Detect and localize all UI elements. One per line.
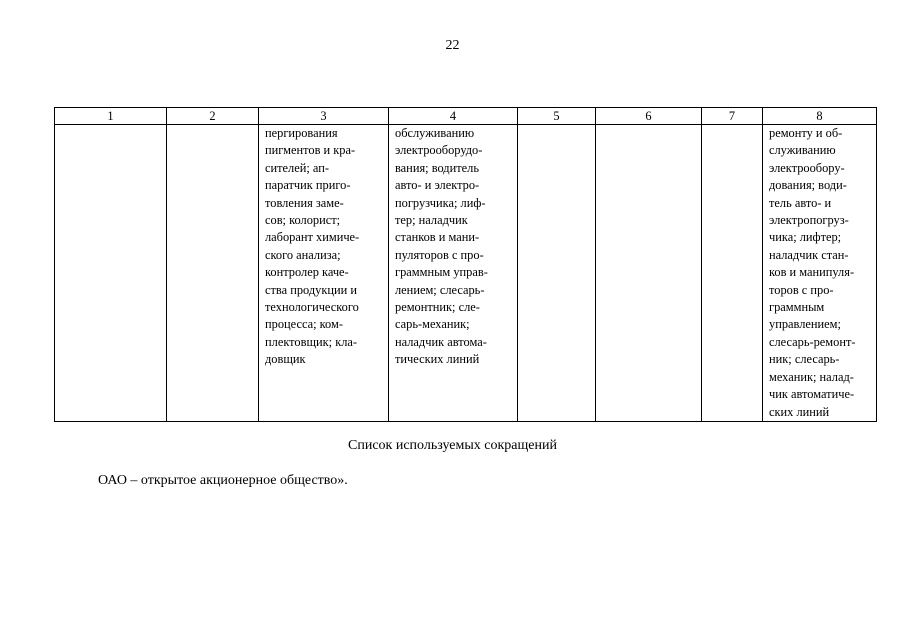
table-cell [596,125,702,422]
cell-text-line: ремонту и об- [769,126,843,140]
cell-text-line: электрообору- [769,160,845,175]
cell-text-line: пуляторов с про- [395,247,484,262]
cell-text-line: сов; колорист; [265,213,341,228]
cell-text-line: ремонтник; сле- [395,300,480,315]
cell-text-line: служиванию [769,143,836,158]
abbreviations-heading: Список используемых сокращений [348,438,557,453]
cell-text-line: слесарь-ремонт- [769,334,856,349]
cell-text-line: электрооборудо- [395,143,483,158]
cell-text-line: пергирования [265,126,338,140]
cell-text-line: пигментов и кра- [265,143,356,158]
cell-text-line: чик автоматиче- [769,387,855,402]
cell-text-line: сарь-механик; [395,317,470,332]
cell-text-line: дования; води- [769,178,847,193]
column-header: 3 [259,108,389,125]
cell-text-line: чика; лифтер; [769,230,842,245]
page-number: 22 [445,38,460,53]
cell-text-line: тических линий [395,352,480,367]
table-cell [259,125,389,422]
cell-text-line: авто- и электро- [395,178,480,193]
table-cell [389,125,518,422]
cell-text-line: граммным [769,300,825,315]
cell-text-line: обслуживанию [395,126,475,140]
cell-text-line: вания; водитель [395,160,479,175]
cell-text-line: ков и манипуля- [769,265,855,280]
table-cell [702,125,763,422]
cell-text-line: наладчик стан- [769,247,849,262]
column-header: 1 [55,108,167,125]
column-header: 2 [167,108,259,125]
cell-text-line: тель авто- и [769,195,832,210]
cell-text-line: технологического [265,300,359,315]
cell-text-line: управлением; [769,317,841,332]
cell-text-line: сителей; ап- [265,160,329,175]
cell-text-line: ского анализа; [265,247,341,262]
cell-text-line: лением; слесарь- [395,282,485,297]
table-cell [763,125,877,422]
cell-text-line: контролер каче- [265,265,349,280]
cell-text-line: ских линий [769,404,830,419]
cell-text-line: паратчик приго- [265,178,351,193]
cell-text-line: погрузчика; лиф- [395,195,486,210]
cell-text-line: электропогруз- [769,213,849,228]
cell-text-line: торов с про- [769,282,834,297]
column-header: 7 [702,108,763,125]
cell-text-line: ник; слесарь- [769,352,840,367]
cell-text-line: станков и мани- [395,230,480,245]
cell-text-line: процесса; ком- [265,317,343,332]
occupations-table [54,107,877,422]
cell-text-line: тер; наладчик [395,213,468,228]
column-header: 4 [389,108,518,125]
table-row [55,125,877,422]
column-header: 8 [763,108,877,125]
cell-text-line: механик; налад- [769,369,854,384]
cell-text-line: ства продукции и [265,282,358,297]
table-cell [167,125,259,422]
column-header: 5 [518,108,596,125]
cell-text-line: довщик [265,352,306,367]
cell-text-line: лаборант химиче- [265,230,360,245]
cell-text-line: граммным управ- [395,265,488,280]
table-cell [55,125,167,422]
cell-text-line: товления заме- [265,195,344,210]
table-cell [518,125,596,422]
cell-text-line: плектовщик; кла- [265,334,358,349]
abbreviation-entry: ОАО – открытое акционерное общество». [98,473,348,488]
header-row [55,108,877,125]
cell-text-line: наладчик автома- [395,334,487,349]
column-header: 6 [596,108,702,125]
